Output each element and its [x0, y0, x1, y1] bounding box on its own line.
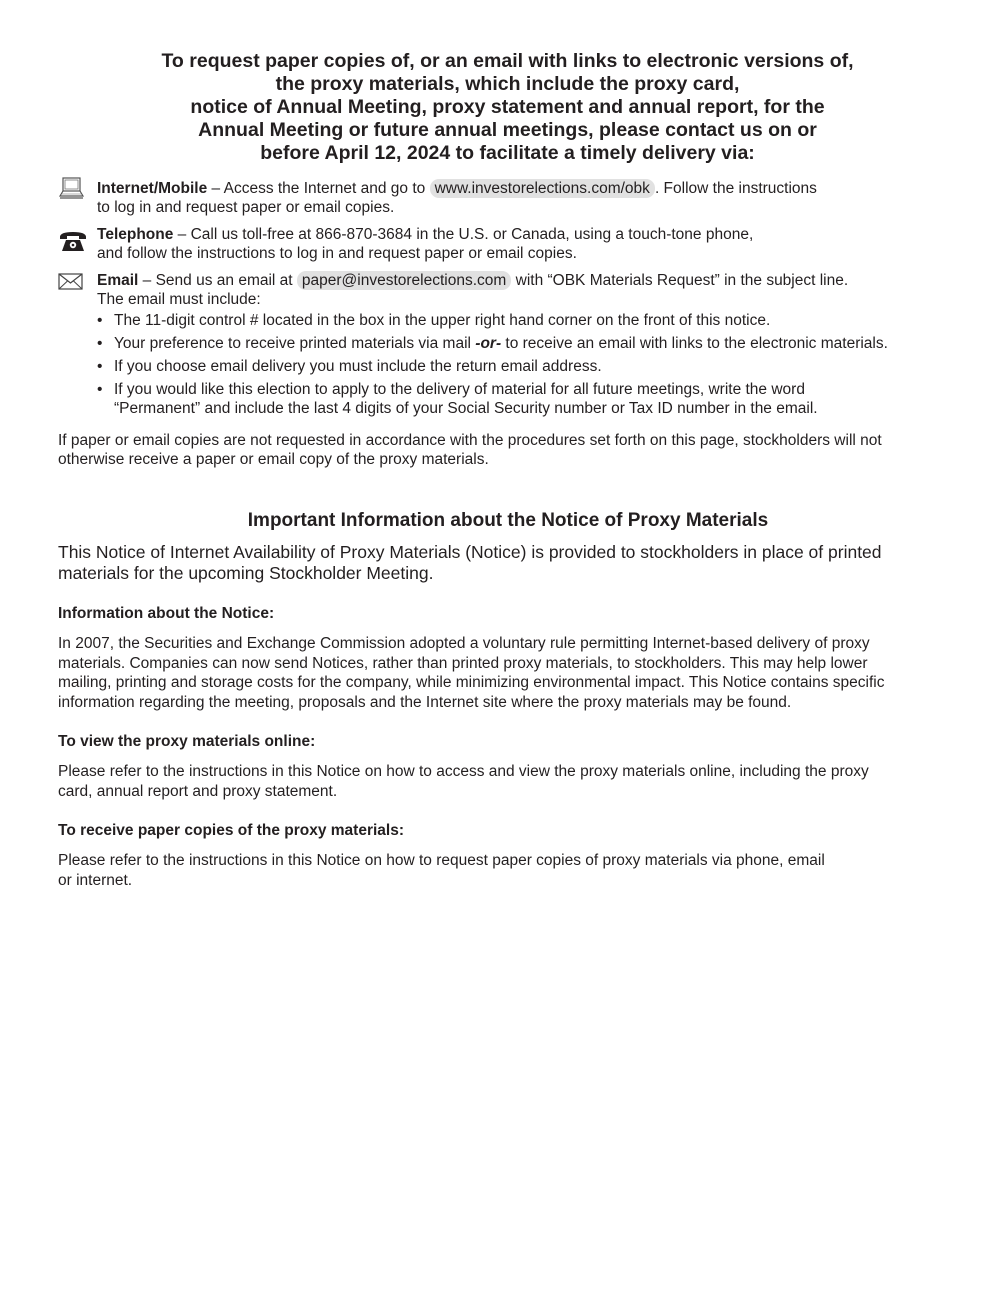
header-line: Annual Meeting or future annual meetings, please contact us on or [198, 119, 817, 141]
telephone-icon [58, 230, 88, 254]
email-line2: The email must include: [97, 290, 261, 308]
important-info-title: Important Information about the Notice of Proxy Materials [247, 510, 769, 531]
header-line: notice of Annual Meeting, proxy statement and annual report, for the [190, 96, 825, 118]
section-paragraph [58, 851, 968, 890]
disclaimer-line: otherwise receive a paper or email copy of the proxy materials. [58, 450, 489, 468]
paragraph-line: Please refer to the instructions in this Notice on how to request paper copies of proxy materials via phone, email [58, 852, 825, 869]
internet-text-after: . Follow the instructions [654, 180, 817, 197]
internet-line2: to log in and request paper or email copies. [97, 198, 395, 216]
telephone-text: – Call us toll-free at 866-870-3684 in the U.S. or Canada, using a touch-tone phone, [173, 226, 754, 243]
telephone-label: Telephone [97, 226, 174, 243]
bullet-text: • If you choose email delivery you must include the return email address. [114, 358, 602, 375]
internet-url-link[interactable]: www.investorelections.com/obk [430, 179, 655, 198]
important-intro [58, 542, 968, 584]
section-heading: To receive paper copies of the proxy materials: [58, 822, 405, 839]
paragraph-line: In 2007, the Securities and Exchange Commission adopted a voluntary rule permitting Internet-based delivery of proxy [58, 635, 870, 652]
paragraph-line: or internet. [58, 871, 133, 889]
email-text: – Send us an email at [138, 272, 297, 289]
bullet-emphasis: -or- [475, 335, 502, 352]
bullet-text: Your preference to receive printed materials via mail [114, 335, 476, 352]
header-line: the proxy materials, which include the proxy card, [275, 73, 740, 95]
intro-line: This Notice of Internet Availability of Proxy Materials (Notice) is provided to stockholders in place of printed [58, 542, 882, 562]
envelope-icon [58, 273, 88, 297]
list-item [97, 381, 967, 418]
disclaimer-line: If paper or email copies are not requested in accordance with the procedures set forth on this page, stockholders will not [58, 432, 882, 449]
list-item [97, 358, 967, 377]
paragraph-line: mailing, printing and storage costs for the company, while minimizing environmental impact. This Notice contains specific [58, 674, 885, 691]
section-heading: To view the proxy materials online: [58, 733, 316, 750]
email-address-link[interactable]: paper@investorelections.com [297, 271, 511, 290]
request-header [100, 50, 915, 165]
section-heading: Information about the Notice: [58, 605, 275, 622]
header-line: before April 12, 2024 to facilitate a timely delivery via: [260, 142, 755, 164]
email-method [58, 272, 978, 312]
paragraph-line: information regarding the meeting, proposals and the Internet site where the proxy materials may be found. [58, 693, 792, 711]
internet-label: Internet/Mobile [97, 180, 208, 197]
intro-line: materials for the upcoming Stockholder Meeting. [58, 563, 434, 583]
email-requirements-list [97, 312, 967, 423]
list-item [97, 335, 967, 354]
telephone-method [58, 226, 978, 266]
internet-method [58, 180, 978, 220]
list-item [97, 312, 967, 331]
bullet-text: “Permanent” and include the last 4 digits of your Social Security number or Tax ID number in the email. [114, 399, 818, 417]
email-label: Email [97, 272, 139, 289]
paragraph-line: materials. Companies can now send Notices, rather than printed proxy materials, to stockholders. This may help lower [58, 654, 868, 672]
internet-text: – Access the Internet and go to [207, 180, 430, 197]
bullet-text-after: to receive an email with links to the electronic materials. [501, 335, 888, 352]
disclaimer-paragraph [58, 432, 968, 469]
paragraph-line: Please refer to the instructions in this Notice on how to access and view the proxy materials online, including the proxy [58, 763, 869, 780]
paragraph-line: card, annual report and proxy statement. [58, 782, 338, 800]
bullet-text: • The 11-digit control # located in the box in the upper right hand corner on the front of this notice. [114, 312, 771, 329]
section-paragraph [58, 634, 968, 712]
bullet-text: • If you would like this election to apply to the delivery of material for all future meetings, write the word [114, 381, 805, 398]
computer-icon [58, 176, 88, 200]
header-line: To request paper copies of, or an email with links to electronic versions of, [161, 50, 854, 72]
section-paragraph [58, 762, 968, 801]
telephone-line2: and follow the instructions to log in and request paper or email copies. [97, 244, 577, 262]
email-text-after: with “OBK Materials Request” in the subject line. [511, 272, 849, 289]
